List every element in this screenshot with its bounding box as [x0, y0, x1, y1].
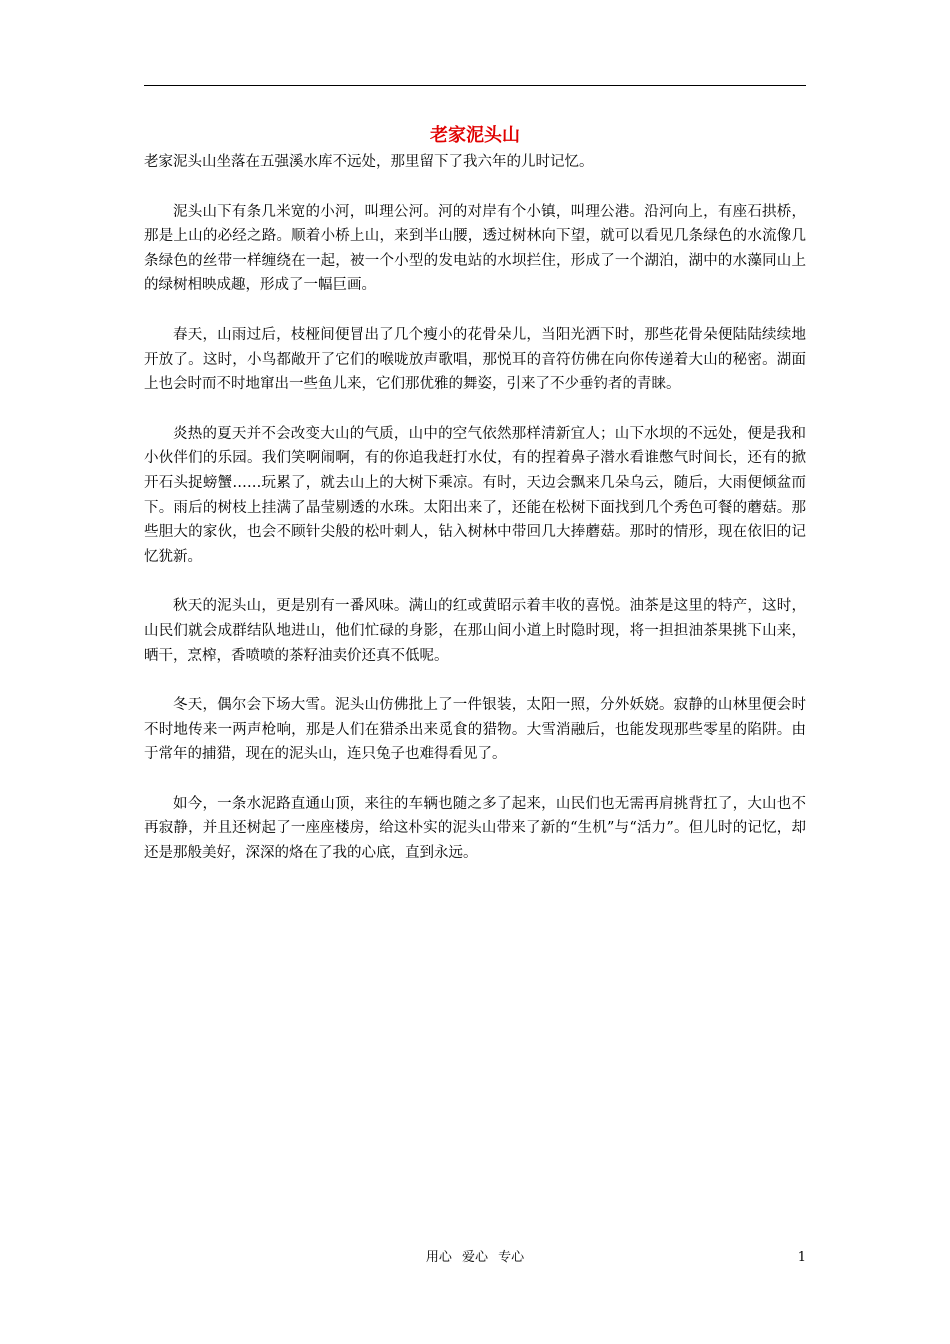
footer-motto: 用心 爱心 专心 [425, 1250, 525, 1265]
paragraph-today: 如今，一条水泥路直通山顶，来往的车辆也随之多了起来，山民们也无需再肩挑背扛了，大山也不再寂静，并且还树起了一座座楼房，给这朴实的泥头山带来了新的“生机”与“活力”。但儿时的记忆，却还是那般美好，深深的烙在了我的心底，直到永远。 [144, 795, 806, 862]
paragraph-intro: 老家泥头山坐落在五强溪水库不远处，那里留下了我六年的儿时记忆。 [144, 154, 594, 170]
document-title: 老家泥头山 [430, 125, 520, 146]
paragraph-summer: 炎热的夏天并不会改变大山的气质，山中的空气依然那样清新宜人；山下水坝的不远处，便是我和小伙伴们的乐园。我们笑啊闹啊，有的你追我赶打水仗，有的捏着鼻子潜水看谁憋气时间长，还有的掀开石头捉螃蟹……玩累了，就去山上的大树下乘凉。有时，天边会飘来几朵乌云，随后，大雨便倾盆而下。雨后的树枝上挂满了晶莹剔透的水珠。太阳出来了，还能在松树下面找到几个秀色可餐的蘑菇。那些胆大的家伙，也会不顾针尖般的松叶刺人，钻入树林中带回几大捧蘑菇。那时的情形，现在依旧的记忆犹新。 [144, 425, 806, 565]
page-number: 1 [797, 1250, 806, 1265]
document-body [144, 150, 806, 891]
paragraph-autumn: 秋天的泥头山，更是别有一番风味。满山的红或黄昭示着丰收的喜悦。油茶是这里的特产，这时，山民们就会成群结队地进山，他们忙碌的身影，在那山间小道上时隐时现，将一担担油茶果挑下山来，晒干，烹榨，香喷喷的茶籽油卖价还真不低呢。 [144, 598, 806, 664]
paragraph-spring: 春天，山雨过后，枝桠间便冒出了几个瘦小的花骨朵儿，当阳光洒下时，那些花骨朵便陆陆续续地开放了。这时，小鸟都敞开了它们的喉咙放声歌唱，那悦耳的音符仿佛在向你传递着大山的秘密。湖面上也会时而不时地窜出一些鱼儿来，它们那优雅的舞姿，引来了不少垂钓者的青睐。 [144, 326, 806, 393]
paragraph-winter: 冬天，偶尔会下场大雪。泥头山仿佛批上了一件银装，太阳一照，分外妖娆。寂静的山林里便会时不时地传来一两声枪响，那是人们在猎杀出来觅食的猎物。大雪消融后，也能发现那些零星的陷阱。由于常年的捕猎，现在的泥头山，连只兔子也难得看见了。 [144, 697, 806, 763]
header-rule [144, 85, 806, 86]
paragraph-river: 泥头山下有条几米宽的小河，叫理公河。河的对岸有个小镇，叫理公港。沿河向上，有座石拱桥，那是上山的必经之路。顺着小桥上山，来到半山腰，透过树林向下望，就可以看见几条绿色的水流像几条绿色的丝带一样缠绕在一起，被一个小型的发电站的水坝拦住，形成了一个湖泊，湖中的水藻同山上的绿树相映成趣，形成了一幅巨画。 [144, 203, 806, 294]
